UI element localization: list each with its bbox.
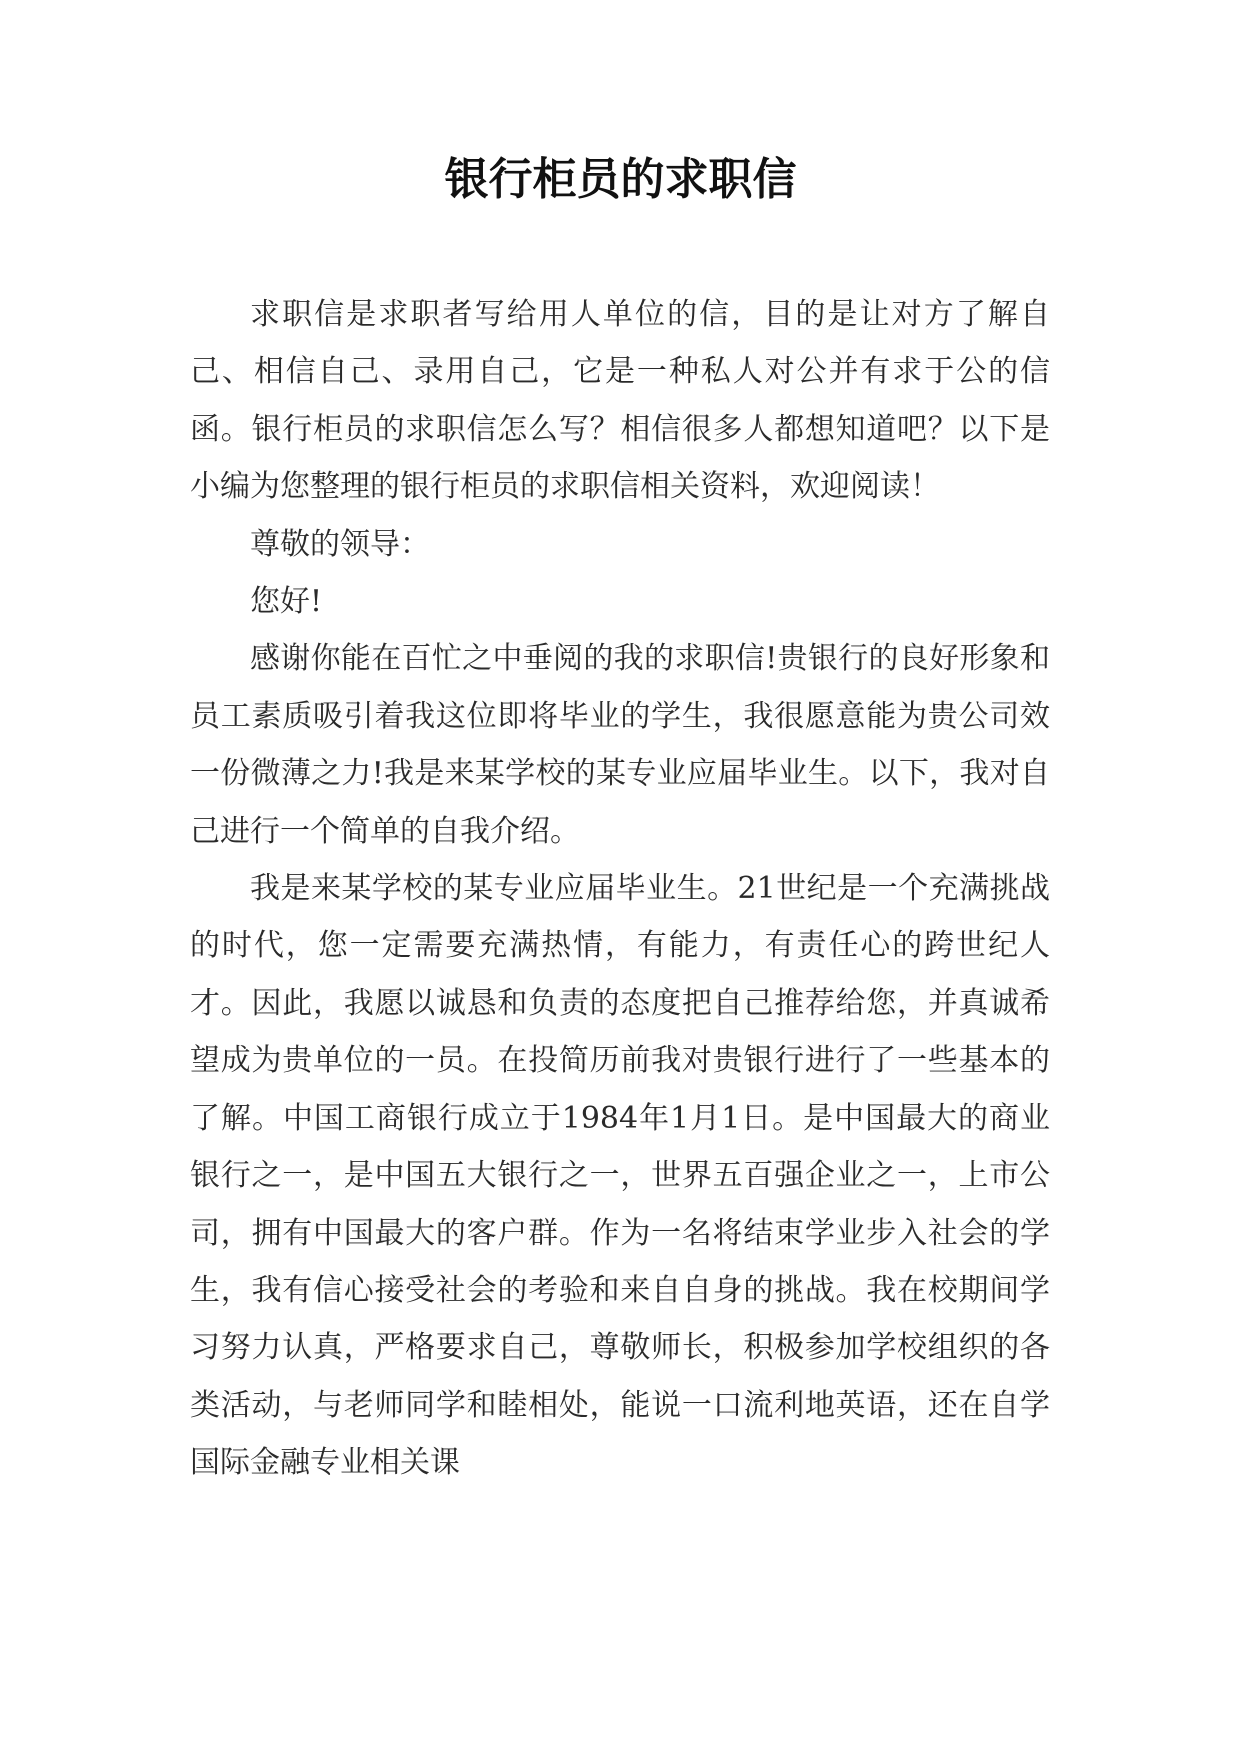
paragraph-greeting: 您好!: [250, 584, 323, 620]
paragraph-salutation: 尊敬的领导：: [250, 526, 430, 562]
paragraph-thanks: 感谢你能在百忙之中垂阅的我的求职信!贵银行的良好形象和员工素质吸引着我这位即将毕业的学生，我很愿意能为贵公司效一份微薄之力!我是来某学校的某专业应届毕业生。以下，我对自己进行一个简单的自我介绍。: [190, 641, 1050, 849]
page-title: 银行柜员的求职信: [444, 154, 797, 205]
paragraph-intro: 求职信是求职者写给用人单位的信，目的是让对方了解自己、相信自己、录用自己，它是一种私人对公并有求于公的信函。银行柜员的求职信怎么写？相信很多人都想知道吧？以下是小编为您整理的银行柜员的求职信相关资料，欢迎阅读！: [190, 297, 1050, 505]
document-body: [190, 286, 1050, 1492]
paragraph-self-introduction: 我是来某学校的某专业应届毕业生。21世纪是一个充满挑战的时代，您一定需要充满热情，有能力，有责任心的跨世纪人才。因此，我愿以诚恳和负责的态度把自己推荐给您，并真诚希望成为贵单位的一员。在投简历前我对贵银行进行了一些基本的了解。中国工商银行成立于1984年1月1日。是中国最大的商业银行之一，是中国五大银行之一，世界五百强企业之一，上市公司，拥有中国最大的客户群。作为一名将结束学业步入社会的学生，我有信心接受社会的考验和来自自身的挑战。我在校期间学习努力认真，严格要求自己，尊敬师长，积极参加学校组织的各类活动，与老师同学和睦相处，能说一口流利地英语，还在自学国际金融专业相关课: [190, 871, 1050, 1481]
